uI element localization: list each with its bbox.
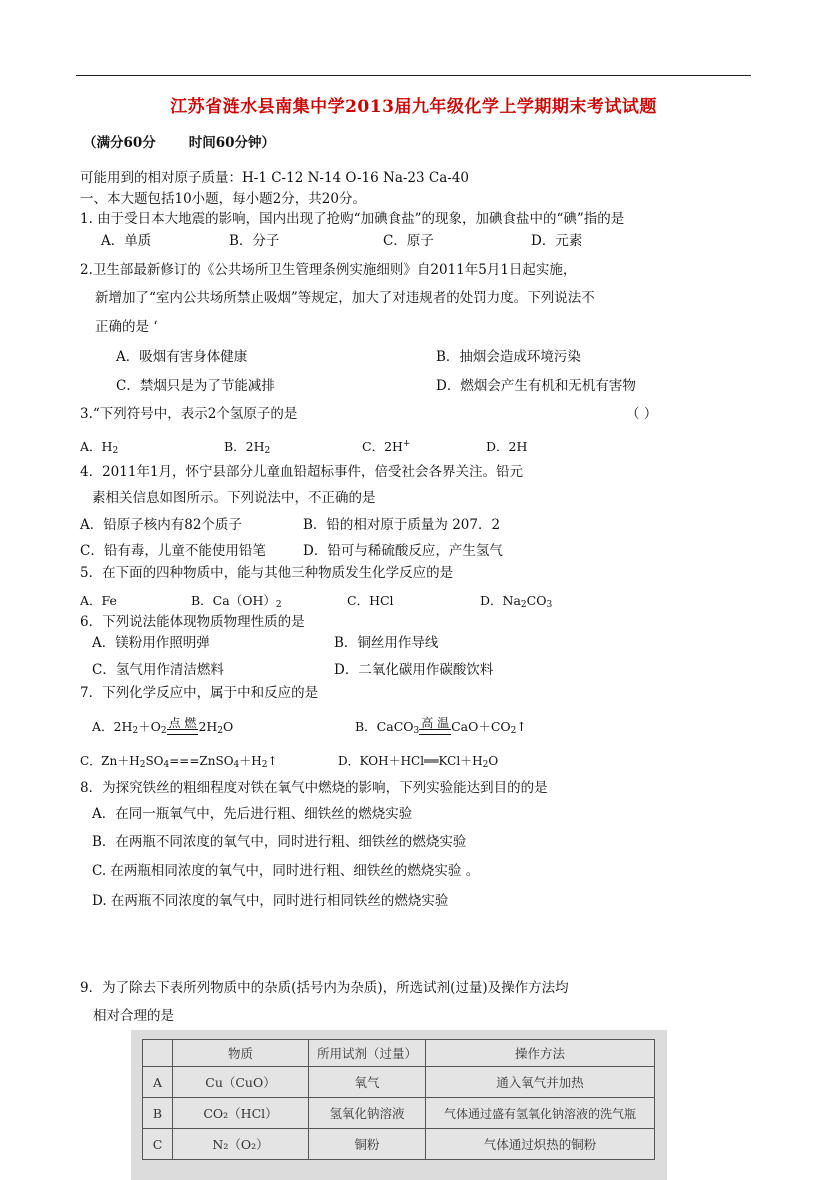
table-header-substance: 物质 — [173, 1040, 309, 1067]
q8-option-d: D. 在两瓶不同浓度的氧气中，同时进行相同铁丝的燃烧实验 — [92, 893, 449, 909]
score-info — [83, 134, 275, 152]
q2-option-a: A．吸烟有害身体健康 — [116, 349, 248, 365]
row-reagent: 铜粉 — [309, 1129, 426, 1160]
score-label: （满分60分 — [83, 135, 156, 151]
q4-option-c: C．铅有毒，儿童不能使用铅笔 — [80, 543, 266, 559]
q9-line1: 9．为了除去下表所列物质中的杂质(括号内为杂质)，所选试剂(过量)及操作方法均 — [80, 980, 569, 996]
q6-option-a: A．镁粉用作照明弹 — [92, 635, 210, 651]
q8-option-b: B．在两瓶不同浓度的氧气中，同时进行粗、细铁丝的燃烧实验 — [92, 834, 467, 850]
q4-line2: 素相关信息如图所示。下列说法中，不正确的是 — [92, 490, 376, 506]
row-method: 通入氧气并加热 — [426, 1067, 655, 1098]
q3-stem: 3.“下列符号中，表示2个氢原子的是 — [80, 406, 298, 422]
q7-option-b: B．CaCO$_3$ 高 温 $CaO+CO_2↑$ — [355, 713, 527, 741]
q2-option-b: B．抽烟会造成环境污染 — [436, 349, 581, 365]
top-rule — [76, 75, 751, 76]
q9-table — [142, 1039, 655, 1160]
q6-stem: 6．下列说法能体现物质物理性质的是 — [80, 614, 305, 630]
q6-option-d: D．二氧化碳用作碳酸饮料 — [334, 662, 494, 678]
row-reagent: 氧气 — [309, 1067, 426, 1098]
q1-stem: 1. 由于受日本大地震的影响，国内出现了抢购“加碘食盐”的现象，加碘食盐中的“碘”指的是 — [80, 211, 625, 227]
q4-line1: 4．2011年1月，怀宁县部分儿童血铅超标事件，倍受社会各界关注。铅元 — [80, 464, 524, 480]
row-substance: CO₂（HCl） — [173, 1098, 309, 1129]
row-label: C — [143, 1129, 173, 1160]
row-substance: N₂（O₂） — [173, 1129, 309, 1160]
q9-line2: 相对合理的是 — [93, 1008, 174, 1024]
q4-option-b: B．铅的相对原于质量为 207．2 — [303, 517, 501, 533]
q7-stem: 7．下列化学反应中，属于中和反应的是 — [80, 685, 319, 701]
q1-option-a: A．单质 — [101, 233, 152, 249]
reaction-condition-ignite: 点 燃 — [167, 717, 199, 741]
reaction-condition-high-temp: 高 温 — [419, 717, 451, 741]
q6-option-c: C．氢气用作清洁燃料 — [92, 662, 224, 678]
row-substance: Cu（CuO） — [173, 1067, 309, 1098]
table-row — [143, 1067, 655, 1098]
atomic-masses: 可能用到的相对原子质量：H-1 C-12 N-14 O-16 Na-23 Ca-40 — [80, 170, 470, 186]
q3-option-d: D．2H — [486, 439, 528, 454]
table-row — [143, 1129, 655, 1160]
time-label: 时间60分钟） — [188, 135, 275, 151]
q5-stem: 5．在下面的四种物质中，能与其他三种物质发生化学反应的是 — [80, 565, 454, 581]
q7-option-c: C．$Zn+H_2SO_4===ZnSO_4+H_2↑$ — [80, 754, 278, 770]
q8-option-c: C. 在两瓶相同浓度的氧气中，同时进行粗、细铁丝的燃烧实验 。 — [92, 863, 480, 879]
q3-option-b: B．$2H_2$ — [224, 439, 271, 456]
q2-line3: 正确的是 ‘ — [95, 319, 158, 335]
table-row — [143, 1098, 655, 1129]
row-label: B — [143, 1098, 173, 1129]
row-method: 气体通过炽热的铜粉 — [426, 1129, 655, 1160]
q2-option-d: D．燃烟会产生有机和无机有害物 — [436, 378, 636, 394]
q8-stem: 8．为探究铁丝的粗细程度对铁在氧气中燃烧的影响，下列实验能达到目的的是 — [80, 780, 548, 796]
q4-option-a: A．铅原子核内有82个质子 — [80, 517, 242, 533]
q4-option-d: D．铅可与稀硫酸反应，产生氢气 — [303, 543, 503, 559]
q2-option-c: C．禁烟只是为了节能减排 — [116, 378, 275, 394]
q7-option-d: D．$KOH+HCl══KCl+H_2O$ — [338, 754, 499, 770]
q3-option-a: A．$H_2$ — [80, 439, 119, 456]
q5-option-b: B．$Ca(OH)_2$ — [191, 593, 282, 610]
q2-line2: 新增加了“室内公共场所禁止吸烟”等规定，加大了对违规者的处罚力度。下列说法不 — [95, 290, 595, 306]
q5-option-d: D．$Na_2CO_3$ — [480, 593, 553, 610]
row-method: 气体通过盛有氢氧化钠溶液的洗气瓶 — [426, 1098, 655, 1129]
q5-option-a: A．Fe — [80, 593, 117, 608]
q3-answer-paren: （ ） — [626, 406, 658, 422]
table-header-label — [143, 1040, 173, 1067]
q9-table-scan — [131, 1030, 667, 1180]
q1-option-b: B．分子 — [229, 233, 280, 249]
q2-line1: 2.卫生部最新修订的《公共场所卫生管理条例实施细则》自2011年5月1日起实施， — [80, 262, 577, 278]
table-header-row — [143, 1040, 655, 1067]
q1-option-d: D．元素 — [531, 233, 583, 249]
table-header-reagent: 所用试剂（过量） — [309, 1040, 426, 1067]
gas-arrow-icon: ↑ — [267, 754, 278, 768]
q6-option-b: B．铜丝用作导线 — [334, 635, 439, 651]
q8-option-a: A．在同一瓶氧气中，先后进行粗、细铁丝的燃烧实验 — [92, 806, 413, 822]
table-header-method: 操作方法 — [426, 1040, 655, 1067]
row-reagent: 氢氧化钠溶液 — [309, 1098, 426, 1129]
q5-option-c: C．HCl — [347, 593, 394, 608]
q7-option-a: A．$2H_2+O_2$ 点 燃 $2H_2O$ — [92, 713, 233, 741]
row-label: A — [143, 1067, 173, 1098]
q3-option-c: C．2H+ — [362, 439, 411, 454]
section-heading: 一、本大题包括10小题，每小题2分，共20分。 — [80, 191, 366, 207]
exam-title: 江苏省涟水县南集中学2013届九年级化学上学期期末考试试题 — [170, 97, 657, 117]
gas-arrow-icon: ↑ — [516, 719, 527, 734]
q1-option-c: C．原子 — [383, 233, 434, 249]
